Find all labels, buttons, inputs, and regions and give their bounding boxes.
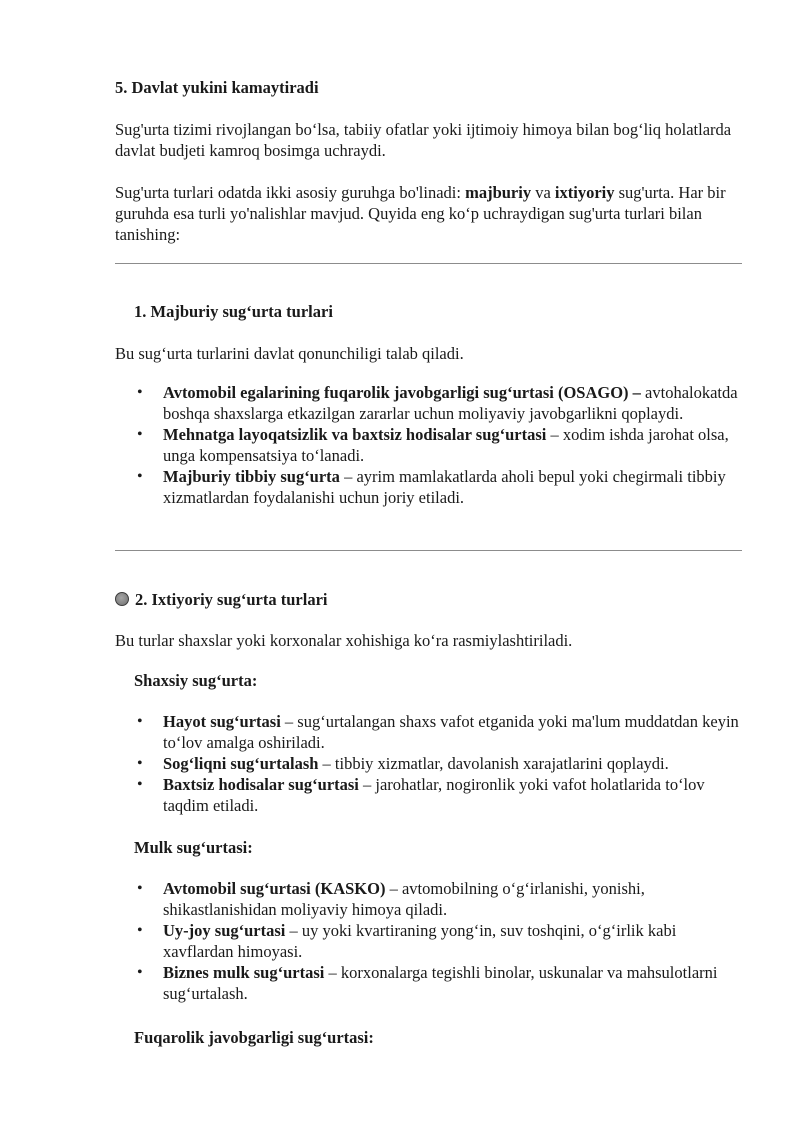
circle-icon	[115, 592, 129, 606]
item-title: Avtomobil sug‘urtasi (KASKO)	[163, 879, 386, 898]
list-item	[115, 466, 745, 508]
mandatory-intro: Bu sug‘urta turlarini davlat qonunchiligi talab qiladi.	[115, 344, 464, 363]
item-title: Majburiy tibbiy sug‘urta	[163, 467, 340, 486]
item-text: – korxonalarga tegishli binolar, uskunalar va mahsulotlarni sug‘urtalash.	[163, 963, 718, 1003]
item-text: – avtomobilning o‘g‘irlanishi, yonishi, shikastlanishidan moliyaviy himoya qiladi.	[163, 879, 645, 919]
intro-paragraph	[115, 182, 745, 245]
voluntary-heading-text: 2. Ixtiyoriy sug‘urta turlari	[135, 590, 328, 609]
property-insurance-list	[115, 878, 745, 1004]
intro-text-2: va	[531, 183, 555, 202]
item-title: Sog‘liqni sug‘urtalash	[163, 754, 319, 773]
list-item	[115, 711, 745, 753]
intro-text-1: Sug'urta turlari odatda ikki asosiy guruhga bo'linadi:	[115, 183, 466, 202]
list-item	[115, 753, 745, 774]
item-title: Uy-joy sug‘urtasi	[163, 921, 286, 940]
intro-bold-voluntary: ixtiyoriy	[554, 183, 615, 202]
item-text: – sug‘urtalangan shaxs vafot etganida yoki ma'lum muddatdan keyin to‘lov amalga oshiriladi.	[163, 712, 739, 752]
item-text: – jarohatlar, nogironlik yoki vafot holatlarida to‘lov taqdim etiladi.	[163, 775, 705, 815]
property-insurance-heading: Mulk sug‘urtasi:	[134, 838, 253, 857]
item-title: Mehnatga layoqatsizlik va baxtsiz hodisalar sug‘urtasi	[163, 425, 547, 444]
mandatory-heading: 1. Majburiy sug‘urta turlari	[134, 302, 333, 321]
section-heading-5: 5. Davlat yukini kamaytiradi	[115, 78, 319, 97]
item-title: Hayot sug‘urtasi	[163, 712, 281, 731]
item-text: – xodim ishda jarohat olsa, unga kompensatsiya to‘lanadi.	[163, 425, 729, 465]
item-title: Biznes mulk sug‘urtasi	[163, 963, 325, 982]
item-text: – tibbiy xizmatlar, davolanish xarajatlarini qoplaydi.	[318, 754, 669, 773]
intro-text-3: sug'urta. Har bir guruhda esa turli yo'nalishlar mavjud. Quyida eng ko‘p uchraydigan sug'urta turlari bilan tanishing:	[115, 183, 726, 244]
list-item	[115, 424, 745, 466]
list-item	[115, 382, 745, 424]
section-5-paragraph: Sug'urta tizimi rivojlangan bo‘lsa, tabiiy ofatlar yoki ijtimoiy himoya bilan bog‘liq holatlarda davlat budjeti kamroq bosimga uchraydi.	[115, 120, 732, 160]
liability-insurance-heading: Fuqarolik javobgarligi sug‘urtasi:	[134, 1028, 374, 1047]
list-item	[115, 774, 745, 816]
voluntary-heading	[115, 589, 745, 610]
personal-insurance-list	[115, 711, 745, 816]
item-title: Avtomobil egalarining fuqarolik javobgarligi sug‘urtasi (OSAGO) –	[163, 383, 641, 402]
list-item	[115, 878, 745, 920]
mandatory-list	[115, 382, 745, 508]
divider	[115, 550, 742, 551]
list-item	[115, 920, 745, 962]
item-title: Baxtsiz hodisalar sug‘urtasi	[163, 775, 359, 794]
list-item	[115, 962, 745, 1004]
intro-bold-mandatory: majburiy	[465, 183, 532, 202]
item-text: – ayrim mamlakatlarda aholi bepul yoki chegirmali tibbiy xizmatlardan foydalanishi uchun joriy etiladi.	[163, 467, 726, 507]
divider	[115, 263, 742, 264]
personal-insurance-heading: Shaxsiy sug‘urta:	[134, 671, 258, 690]
item-text: – uy yoki kvartiraning yong‘in, suv toshqini, o‘g‘irlik kabi xavflardan himoyasi.	[163, 921, 677, 961]
voluntary-intro: Bu turlar shaxslar yoki korxonalar xohishiga ko‘ra rasmiylashtiriladi.	[115, 631, 573, 650]
item-text: avtohalokatda boshqa shaxslarga etkazilgan zararlar uchun moliyaviy javobgarlikni qoplaydi.	[163, 383, 738, 423]
